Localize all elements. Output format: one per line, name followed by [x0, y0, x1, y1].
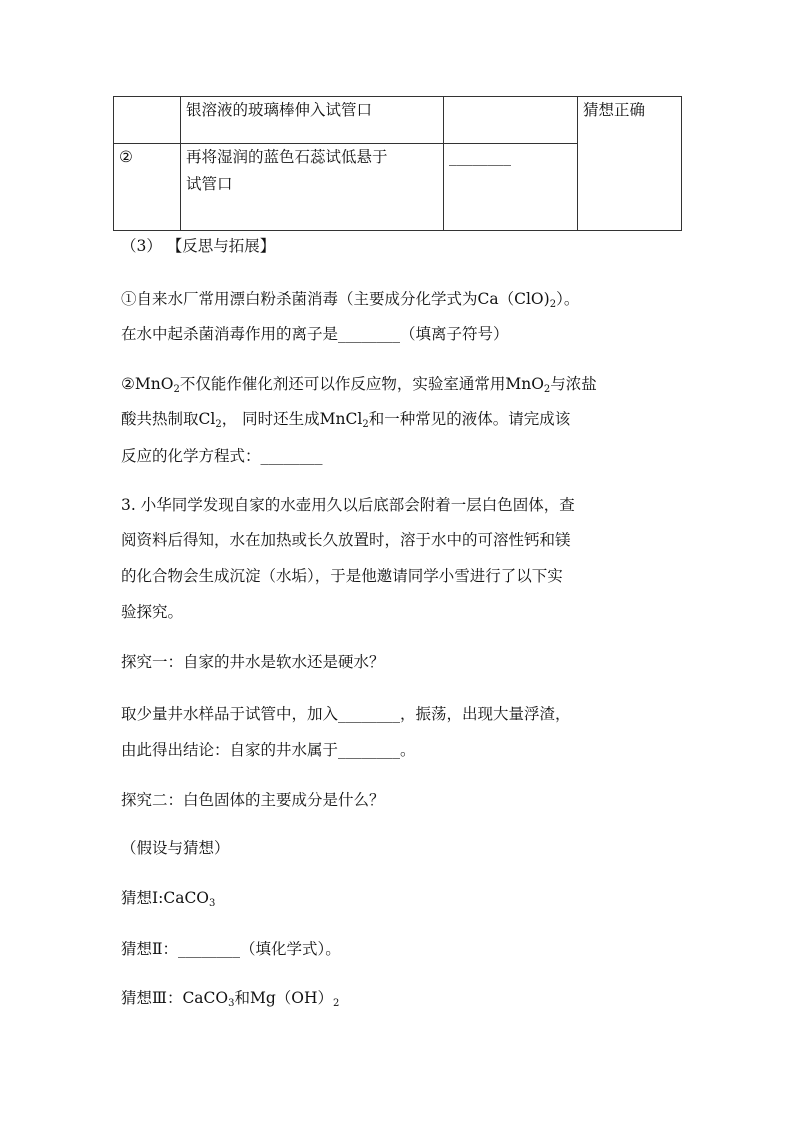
- experiment-table: [113, 96, 682, 231]
- explore1-line1: 取少量井水样品于试管中，加入________，振荡，出现大量浮渣，: [121, 705, 571, 723]
- reflection-q1-line2: 在水中起杀菌消毒作用的离子是________（填离子符号）: [121, 325, 509, 343]
- step-text-line1: 再将湿润的蓝色石蕊试低悬于: [186, 148, 388, 166]
- table-cell-conclusion: 猜想正确: [578, 97, 682, 231]
- reflection-q2-line1: ②MnO$_2$不仅能作催化剂还可以作反应物，实验室通常用MnO$_2$与浓盐: [121, 375, 597, 395]
- q3-line2: 阅资料后得知，水在加热或长久放置时，溶于水中的可溶性钙和镁: [121, 531, 571, 549]
- reflection-q2-line3: 反应的化学方程式：________: [121, 447, 323, 465]
- explore1-title: 探究一：自家的井水是软水还是硬水？: [121, 653, 385, 671]
- hypothesis-heading: （假设与猜想）: [121, 839, 230, 857]
- table-cell: [114, 97, 181, 144]
- step-text-line2: 试管口: [186, 175, 233, 193]
- q3-line4: 验探究。: [121, 603, 184, 621]
- table-cell: 银溶液的玻璃棒伸入试管口: [181, 97, 444, 144]
- q3-line1: 3. 小华同学发现自家的水壶用久以后底部会附着一层白色固体，查: [121, 496, 575, 514]
- reflection-q2-line2: 酸共热制取$Cl_2$， 同时还生成MnCl$_2$和一种常见的液体。请完成该: [121, 410, 571, 430]
- table-cell-step: ②: [114, 144, 181, 231]
- explore2-title: 探究二：白色固体的主要成分是什么？: [121, 791, 385, 809]
- reflection-q1-line1: ①自来水厂常用漂白粉杀菌消毒（主要成分化学式为$Ca(ClO)_2$）。: [121, 290, 580, 310]
- explore1-line2: 由此得出结论：自家的井水属于________。: [121, 741, 416, 759]
- section-heading: （3） 【反思与拓展】: [121, 237, 276, 255]
- table-cell: [181, 144, 444, 231]
- table-cell: [444, 97, 578, 144]
- guess-2: 猜想Ⅱ：________（填化学式）。: [121, 940, 341, 958]
- guess-1: 猜想Ⅰ:CaCO$_3$: [121, 889, 216, 909]
- table-row: [114, 97, 682, 144]
- guess-3: 猜想Ⅲ：CaCO$_3$和$Mg(OH)_2$: [121, 989, 340, 1009]
- q3-line3: 的化合物会生成沉淀（水垢），于是他邀请同学小雪进行了以下实: [121, 567, 563, 585]
- table-cell-blank: ________: [444, 144, 578, 231]
